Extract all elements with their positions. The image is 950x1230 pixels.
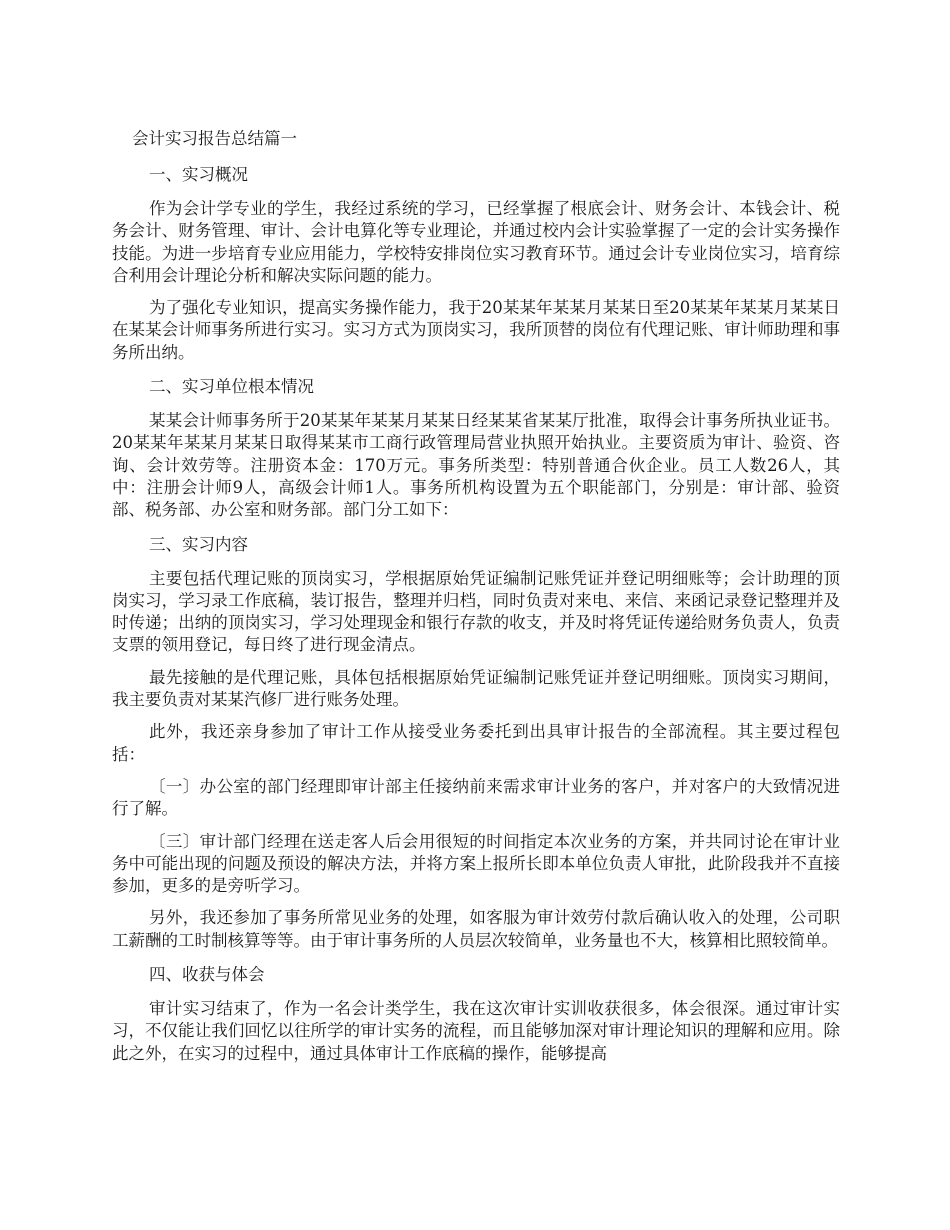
paragraph: 某某会计师事务所于20某某年某某月某某日经某某省某某厅批准，取得会计事务所执业证书。20某某年某某月某某日取得某某市工商行政管理局营业执照开始执业。主要资质为审计、验资、咨询、会计效劳等。注册资本金：170万元。事务所类型：特别普通合伙企业。员工人数26人，其中：注册会计师9人，高级会计师1人。事务所机构设置为五个职能部门，分别是：审计部、验资部、税务部、办公室和财务部。部门分工如下：	[112, 411, 840, 520]
paragraph: 最先接触的是代理记账，具体包括根据原始凭证编制记账凭证并登记明细账。顶岗实习期间，我主要负责对某某汽修厂进行账务处理。	[112, 667, 840, 710]
document-title: 会计实习报告总结篇一	[132, 129, 297, 148]
section-heading: 三、实习内容	[149, 534, 248, 554]
section-heading: 二、实习单位根本情况	[149, 377, 314, 397]
document-page	[112, 126, 840, 1075]
paragraph: 另外，我还参加了事务所常见业务的处理，如客服为审计效劳付款后确认收入的处理，公司职工薪酬的工时制核算等等。由于审计事务所的人员层次较简单，业务量也不大，核算相比照较简单。	[112, 908, 840, 950]
paragraph: 为了强化专业知识，提高实务操作能力，我于20某某年某某月某某日至20某某年某某月某某日在某某会计师事务所进行实习。实习方式为顶岗实习，我所顶替的岗位有代理记账、审计师助理和事务所出纳。	[112, 298, 840, 362]
paragraph: 主要包括代理记账的顶岗实习，学根据原始凭证编制记账凭证并登记明细账等；会计助理的顶岗实习，学习录工作底稿，装订报告，整理并归档，同时负责对来电、来信、来函记录登记整理并及时传递；出纳的顶岗实习，学习处理现金和银行存款的收支，并及时将凭证传递给财务负责人，负责支票的领用登记，每日终了进行现金清点。	[112, 568, 840, 655]
paragraph: 〔三〕审计部门经理在送走客人后会用很短的时间指定本次业务的方案，并共同讨论在审计业务中可能出现的问题及预设的解决方法，并将方案上报所长即本单位负责人审批，此阶段我并不直接参加，更多的是旁听学习。	[112, 831, 840, 896]
paragraph: 此外，我还亲身参加了审计工作从接受业务委托到出具审计报告的全部流程。其主要过程包括：	[112, 722, 840, 764]
paragraph: 〔一〕办公室的部门经理即审计部主任接纳前来需求审计业务的客户，并对客户的大致情况进行了解。	[112, 776, 840, 819]
paragraph: 审计实习结束了，作为一名会计类学生，我在这次审计实训收获很多，体会很深。通过审计实习，不仅能让我们回忆以往所学的审计实务的流程，而且能够加深对审计理论知识的理解和应用。除此之外，在实习的过程中，通过具体审计工作底稿的操作，能够提高	[112, 999, 840, 1063]
section-heading: 四、收获与体会	[149, 965, 265, 985]
section-heading: 一、实习概况	[149, 165, 248, 184]
paragraph: 作为会计学专业的学生，我经过系统的学习，已经掌握了根底会计、财务会计、本钱会计、税务会计、财务管理、审计、会计电算化等专业理论，并通过校内会计实验掌握了一定的会计实务操作技能。为进一步培育专业应用能力，学校特安排岗位实习教育环节。通过会计专业岗位实习，培育综合利用会计理论分析和解决实际问题的能力。	[112, 199, 840, 285]
